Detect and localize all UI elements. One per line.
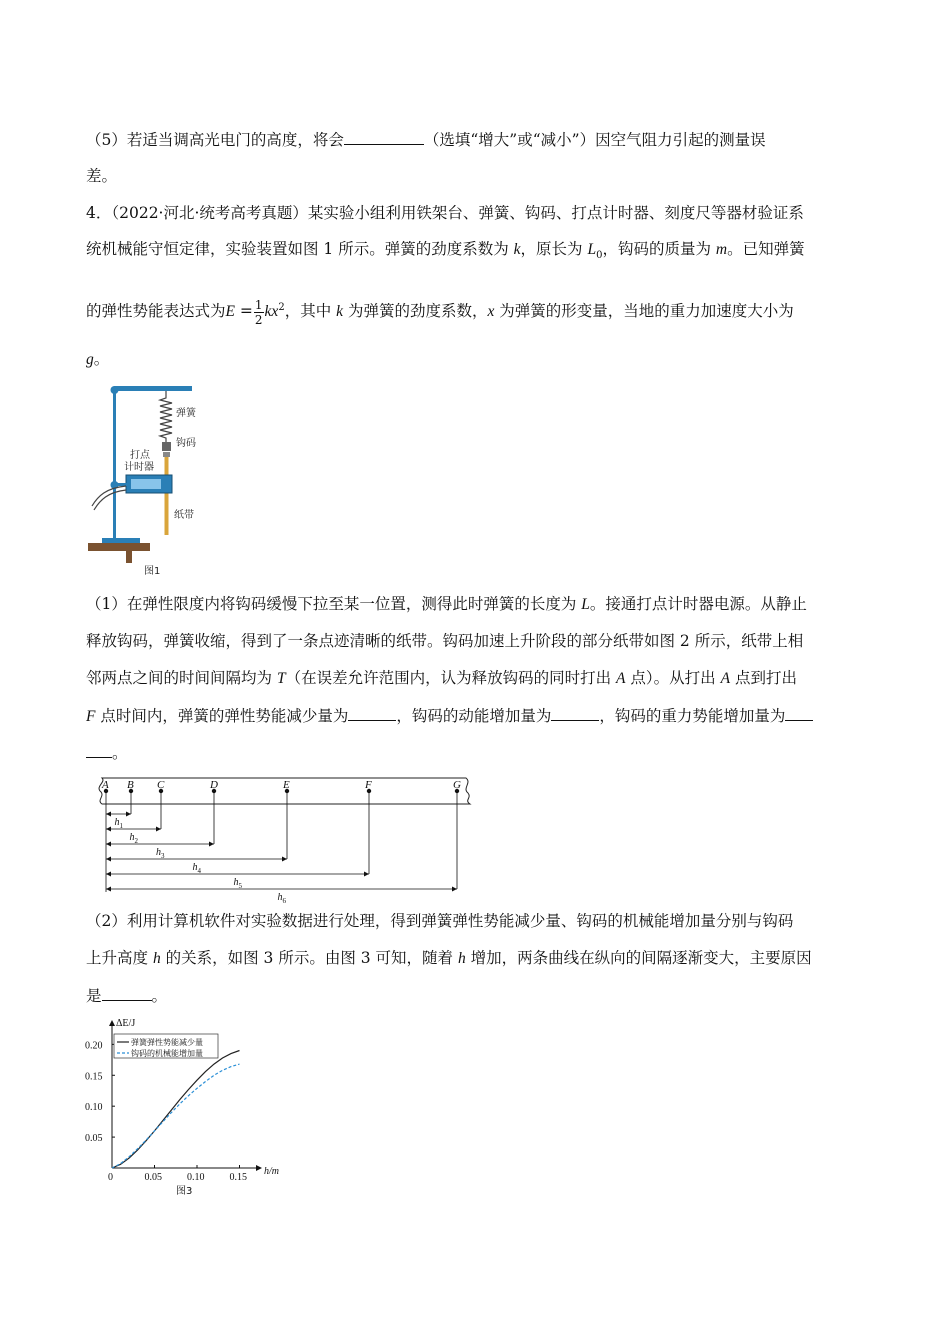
q4-text: 的弹性势能表达式为 xyxy=(86,302,226,321)
x-axis-label: h/m xyxy=(264,1166,279,1177)
q4-line3 xyxy=(86,297,794,327)
h-arrow-head xyxy=(452,887,457,892)
symbol-g: g xyxy=(86,351,94,368)
legend-label-1: 钩码的机械能增加量 xyxy=(131,1049,203,1058)
h-arrow-tail xyxy=(106,857,111,862)
symbol-h: h xyxy=(152,950,161,967)
h-label-6: $h_6$ xyxy=(277,892,286,905)
part1-text: ，钩码的动能增加量为 xyxy=(396,707,552,725)
part2-text: （2）利用计算机软件对实验数据进行处理，得到弹簧弹性势能减少量、钩码的机械能增加量分别与钩码 xyxy=(86,912,794,930)
part2-text: 。 xyxy=(151,987,168,1005)
q4-text: 统机械能守恒定律，实验装置如图 1 所示。弹簧的劲度系数为 xyxy=(86,240,514,258)
paper-tape xyxy=(165,457,169,535)
hook-weight xyxy=(162,442,171,451)
symbol-E: E xyxy=(225,303,235,321)
h-label-1: $h_1$ xyxy=(114,817,123,830)
tape-point-label-C: C xyxy=(157,779,165,791)
figure-2-tape xyxy=(86,774,476,905)
q3-part5-text-c: 差。 xyxy=(86,167,118,185)
dot-timer-window xyxy=(131,479,161,489)
symbol-x: x xyxy=(487,303,495,321)
figure-3-chart xyxy=(80,1012,300,1204)
h-arrow-head xyxy=(209,842,214,847)
label-timer-2: 计时器 xyxy=(124,462,154,473)
h-arrow-head xyxy=(156,827,161,832)
figure-3-caption: 图3 xyxy=(176,1186,193,1197)
symbol-k: k xyxy=(336,303,344,321)
label-timer-1: 打点 xyxy=(130,450,150,461)
part1-text: 点时间内，弹簧的弹性势能减少量为 xyxy=(95,707,349,725)
q4-text: 为弹簧的劲度系数， xyxy=(343,302,488,321)
equals-sign: = xyxy=(234,302,253,321)
h-arrow-tail xyxy=(106,887,111,892)
answer-blank-kinetic[interactable] xyxy=(551,704,599,721)
figure-1-caption: 图1 xyxy=(144,566,161,577)
symbol-k: k xyxy=(513,241,521,258)
q4-text: ，其中 xyxy=(284,302,337,321)
symbol-L0-sub: 0 xyxy=(596,250,603,262)
stand-pole xyxy=(113,388,116,540)
h-arrow-tail xyxy=(106,827,111,832)
q4-heading: 4．（2022·河北·统考高考真题）某实验小组利用铁架台、弹簧、钩码、打点计时器、刻度尺等器材验证系 xyxy=(86,204,804,222)
symbol-m: m xyxy=(715,241,728,258)
part1-text: 点到打出 xyxy=(730,669,797,687)
exponent-2: 2 xyxy=(278,302,285,313)
x-tick-label: 0 xyxy=(108,1172,113,1183)
part2-line3 xyxy=(86,984,167,1007)
h-arrow-tail xyxy=(106,872,111,877)
y-axis-label: ΔE/J xyxy=(116,1018,136,1029)
y-axis-arrow xyxy=(109,1020,115,1026)
chart-legend xyxy=(114,1034,218,1058)
tape-marks xyxy=(101,779,461,905)
q3-part5-text-b: （选填“增大”或“减小”）因空气阻力引起的测量误 xyxy=(423,131,766,149)
power-cable xyxy=(92,486,126,506)
x-tick-label: 0.05 xyxy=(144,1172,162,1183)
y-tick-label: 0.10 xyxy=(85,1102,103,1114)
symbol-L: L xyxy=(581,596,590,613)
y-tick-label: 0.15 xyxy=(85,1071,103,1083)
stand-base xyxy=(102,538,140,543)
q3-part5-line1 xyxy=(86,128,766,151)
power-cable-2 xyxy=(94,490,126,510)
tape-point-label-G: G xyxy=(453,779,461,791)
part1-text: （在误差允许范围内，认为释放钩码的同时打出 xyxy=(285,669,616,687)
tape-point-label-A: A xyxy=(102,779,109,791)
tape-point-label-F: F xyxy=(365,779,372,791)
label-spring: 弹簧 xyxy=(176,408,196,419)
chart-series xyxy=(112,1051,240,1169)
q4-text: 。 xyxy=(93,350,110,368)
part2-line2 xyxy=(86,947,812,970)
part2-text: 是 xyxy=(86,987,102,1005)
apparatus-drawing xyxy=(86,378,216,578)
h-arrow-tail xyxy=(106,842,111,847)
series-line-0 xyxy=(112,1051,240,1169)
part1-line1 xyxy=(86,593,807,616)
energy-chart xyxy=(80,1012,300,1204)
x-tick-label: 0.15 xyxy=(229,1172,247,1183)
part1-line5 xyxy=(86,741,128,764)
y-tick-label: 0.05 xyxy=(85,1133,103,1145)
part2-text: 上升高度 xyxy=(86,949,153,967)
tape-point-label-E: E xyxy=(283,779,290,791)
h-label-4: $h_4$ xyxy=(192,862,201,875)
part1-text: 。接通打点计时器电源。从静止 xyxy=(589,595,807,613)
tape-point-label-D: D xyxy=(210,779,218,791)
part1-line2 xyxy=(86,630,803,652)
table-leg xyxy=(126,551,132,563)
symbol-A: A xyxy=(616,670,626,687)
tape-point-label-B: B xyxy=(127,779,134,791)
h-arrow-tail xyxy=(106,812,111,817)
symbol-A: A xyxy=(720,670,731,687)
hook-weight-base xyxy=(163,452,170,457)
part1-line4 xyxy=(86,704,813,728)
q4-text: 为弹簧的形变量，当地的重力加速度大小为 xyxy=(494,302,794,321)
part1-text: 邻两点之间的时间间隔均为 xyxy=(86,669,277,687)
table-top xyxy=(88,543,150,551)
x-axis-arrow xyxy=(256,1165,262,1171)
symbol-F: F xyxy=(86,708,96,725)
q4-line4 xyxy=(86,348,109,371)
part1-text: （1）在弹性限度内将钩码缓慢下拉至某一位置，测得此时弹簧的长度为 xyxy=(86,595,582,613)
symbol-h: h xyxy=(457,950,466,967)
q4-text: ，原长为 xyxy=(520,240,588,258)
q4-text: 。已知弹簧 xyxy=(727,240,805,258)
part1-text: 释放钩码，弹簧收缩，得到了一条点迹清晰的纸带。钩码加速上升阶段的部分纸带如图 2 所示，纸带上相 xyxy=(86,632,804,650)
fraction-one-half xyxy=(254,298,264,327)
symbol-T: T xyxy=(276,670,286,687)
symbol-L0: L xyxy=(587,241,597,258)
part1-text: 点）。从打出 xyxy=(625,669,721,687)
h-label-3: $h_3$ xyxy=(156,847,165,860)
q4-line2 xyxy=(86,238,805,267)
q3-part5-text-a: （5）若适当调高光电门的高度，将会 xyxy=(86,131,344,149)
label-weight: 钩码 xyxy=(176,438,196,449)
answer-blank-reason[interactable] xyxy=(102,984,152,1001)
part2-line1 xyxy=(86,910,793,932)
answer-blank-q3-5[interactable] xyxy=(344,128,424,145)
symbol-kx: kx xyxy=(264,303,279,321)
h-arrow-head xyxy=(364,872,369,877)
q4-text: ，钩码的质量为 xyxy=(602,240,716,258)
h-label-2: $h_2$ xyxy=(129,832,138,845)
h-arrow-head xyxy=(126,812,131,817)
part1-text: 。 xyxy=(112,744,128,762)
part1-line3 xyxy=(86,667,797,690)
x-tick-label: 0.10 xyxy=(187,1172,205,1183)
q3-part5-line2 xyxy=(86,165,117,187)
fraction-numerator: 1 xyxy=(254,297,263,312)
q4-line1 xyxy=(86,202,804,224)
spring-coil xyxy=(160,391,172,442)
part1-text: ，钩码的重力势能增加量为 xyxy=(599,707,786,725)
series-line-1 xyxy=(112,1064,240,1168)
fraction-denominator: 2 xyxy=(254,312,263,327)
y-tick-label: 0.20 xyxy=(85,1040,103,1052)
tape-diagram xyxy=(86,774,476,905)
label-tape: 纸带 xyxy=(174,510,194,521)
part2-text: 的关系，如图 3 所示。由图 3 可知，随着 xyxy=(160,949,458,967)
answer-blank-elastic-pe[interactable] xyxy=(348,704,396,721)
part2-text: 增加，两条曲线在纵向的间隔逐渐变大，主要原因 xyxy=(465,949,812,967)
answer-blank-gravity-pe[interactable] xyxy=(785,704,813,721)
stand-arm xyxy=(114,386,192,391)
h-label-5: $h_5$ xyxy=(233,877,242,890)
figure-1-apparatus xyxy=(86,378,216,578)
legend-label-0: 弹簧弹性势能减少量 xyxy=(131,1038,203,1047)
h-arrow-head xyxy=(282,857,287,862)
answer-blank-gravity-pe-cont[interactable] xyxy=(86,741,112,758)
